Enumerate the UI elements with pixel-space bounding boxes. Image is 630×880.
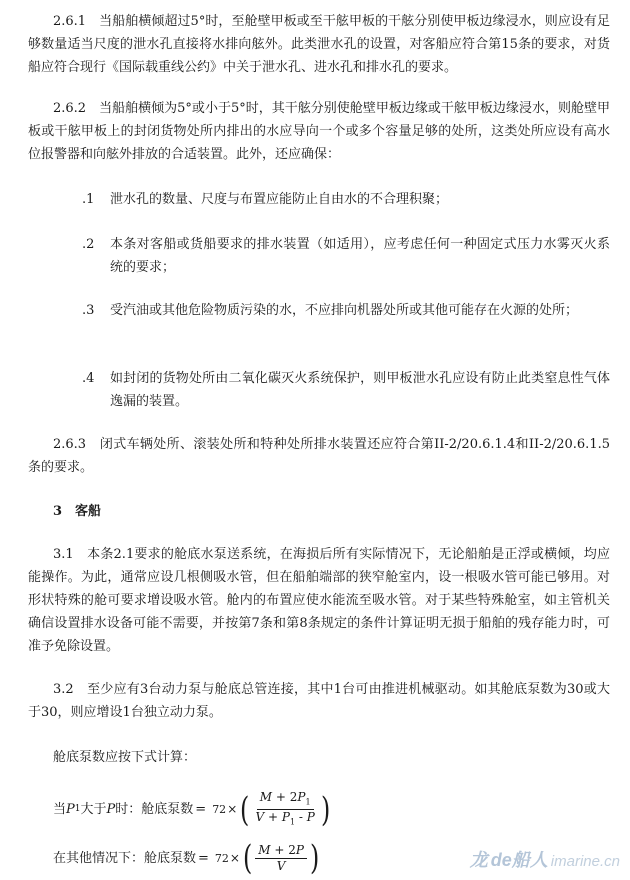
formula-times: × (229, 850, 240, 865)
right-paren: ) (309, 838, 320, 878)
right-paren: ) (320, 789, 331, 830)
formula-var: P (106, 802, 116, 818)
fraction-denominator: V (276, 858, 286, 873)
fraction (255, 843, 307, 874)
watermark-logo-mark: 龙 (469, 850, 488, 870)
list-item-1 (82, 188, 610, 211)
list-item-4 (82, 367, 610, 413)
formula-text: 大于 (80, 802, 107, 818)
watermark-logo-domain: imarine.cn (550, 853, 620, 870)
left-paren: ( (242, 838, 253, 878)
fraction-numerator: $M + 2P_1$ (257, 790, 314, 810)
fraction-denominator: $V + P_1 - P$ (255, 810, 315, 827)
watermark-logo-name: de船人 (490, 850, 548, 870)
fraction (253, 790, 318, 830)
formula-case-p1-greater (53, 790, 332, 830)
formula-times: × (227, 802, 238, 817)
section-heading-passenger-ships: 3 客船 (53, 504, 102, 519)
formula-text: 在其他情况下：舱底泵数 (53, 850, 197, 866)
list-item-2 (82, 233, 610, 279)
list-item-text: 泄水孔的数量、尺度与布置应能防止自由水的不合理积聚； (110, 192, 449, 207)
formula-text: 当 (53, 802, 67, 818)
list-item-number: .3 (82, 303, 95, 318)
formula-var: P (66, 802, 75, 818)
list-item-text: 如封闭的货物处所由二氧化碳灭火系统保护，则甲板泄水孔应设有防止此类窒息性气体逸漏的装置。 (110, 371, 610, 409)
formula-case-other (53, 838, 321, 878)
paragraph-3-2: 3.2 至少应有3台动力泵与舱底总管连接，其中1台可由推进机械驱动。如其舱底泵数为30或大于30，则应增设1台独立动力泵。 (28, 682, 610, 720)
paragraph-2-6-2: 2.6.2 当船舶横倾为5°或小于5°时，其干舷分别使舱壁甲板边缘或干舷甲板边缘浸水，则舱壁甲板或干舷甲板上的封闭货物处所内排出的水应导向一个或多个容量足够的处所，这类处所应设有高水位报警器和向舷外排放的合适装置。此外，还应确保： (28, 101, 610, 162)
left-paren: ( (240, 789, 250, 830)
list-item-number: .2 (82, 237, 95, 252)
calculation-intro: 舱底泵数应按下式计算： (53, 750, 197, 765)
list-item-3 (82, 299, 610, 322)
formula-parenthesized-fraction (241, 838, 321, 878)
list-item-number: .1 (82, 192, 95, 207)
formula-subscript: 1 (74, 804, 81, 815)
formula-coefficient: 72 (212, 803, 227, 817)
formula-equals: = (198, 850, 209, 866)
formula-equals: = (195, 802, 207, 818)
paragraph-3-1: 3.1 本条2.1要求的舱底水泵送系统，在海损后所有实际情况下，无论船舶是正浮或横倾，均应能操作。为此，通常应设几根侧吸水管，但在船舶端部的狭窄舱室内，设一根吸水管可能已够用。对形状特殊的舱可要求增设吸水管。舱内的布置应使水能流至吸水管。对于某些特殊舱室，如主管机关确信设置排水设备可能不需要，并按第7条和第8条规定的条件计算证明无损于船舶的残存能力时，可准予免除设置。 (28, 547, 610, 654)
list-item-number: .4 (82, 371, 95, 386)
formula-parenthesized-fraction (238, 790, 332, 830)
watermark-logo (470, 846, 620, 872)
formula-text: 时：舱底泵数 (115, 802, 194, 818)
list-item-text: 受汽油或其他危险物质污染的水，不应排向机器处所或其他可能存在火源的处所； (110, 303, 579, 318)
paragraph-2-6-3: 2.6.3 闭式车辆处所、滚装处所和特种处所排水装置还应符合第II-2/20.6.1.4和II-2/20.6.1.5条的要求。 (28, 437, 610, 475)
paragraph-2-6-1: 2.6.1 当船舶横倾超过5°时，至舱壁甲板或至干舷甲板的干舷分别使甲板边缘浸水，则应设有足够数量适当尺度的泄水孔直接将水排向舷外。此类泄水孔的设置，对客船应符合第15条的要求，对货船应符合现行《国际载重线公约》中关于泄水孔、进水孔和排水孔的要求。 (28, 14, 610, 75)
fraction-numerator: M + 2P (255, 843, 307, 859)
list-item-text: 本条对客船或货船要求的排水装置（如适用），应考虑任何一种固定式压力水雾灭火系统的要求； (110, 237, 610, 275)
formula-coefficient: 72 (214, 851, 229, 865)
